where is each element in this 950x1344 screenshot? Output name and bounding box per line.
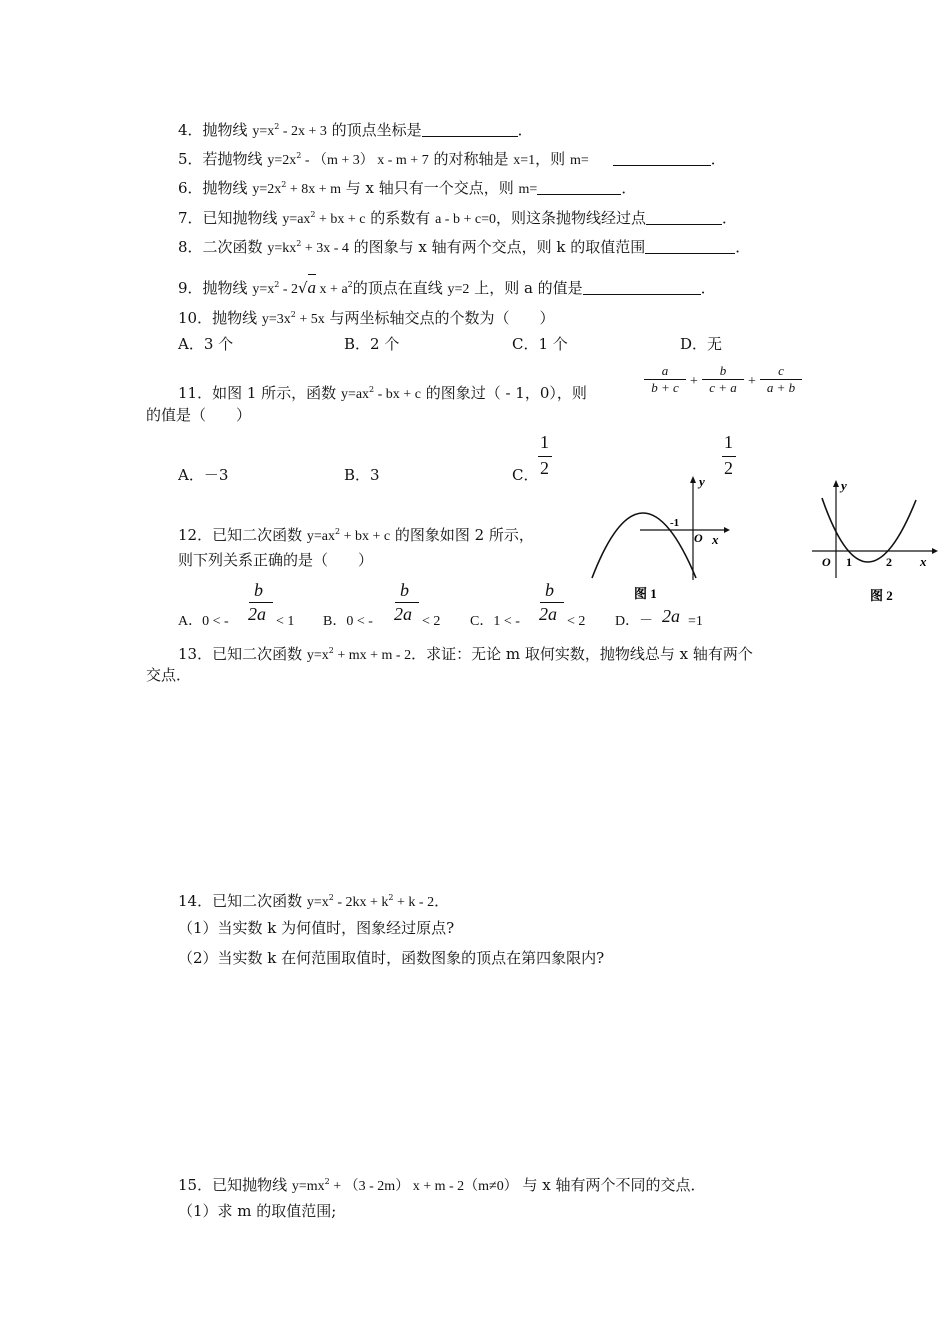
fraction-one-half-denominator: 2 [540, 458, 549, 478]
answer-blank[interactable] [583, 280, 701, 295]
option-d-tail: =1 [688, 614, 703, 629]
answer-blank[interactable] [646, 210, 722, 225]
option-a[interactable]: A．0 < - [178, 614, 229, 629]
tick-minus-1: -1 [670, 517, 680, 529]
figure-2 [808, 470, 950, 610]
question-12: 12．已知二次函数 $y=ax^2$ + bx + c 的图象如图 2 所示， [178, 526, 534, 544]
question-5: 5．若抛物线 $y=2x^2 - (m + 3)$ x - m + 7 的对称轴是 x=1，则 m= ． [178, 150, 726, 168]
question-13-line-2: 交点． [146, 666, 192, 684]
question-14-part-1: （1）当实数 k 为何值时，图象经过原点? [178, 919, 455, 937]
fraction-2a-denominator: 2a [539, 604, 557, 624]
y-label: y [699, 474, 705, 489]
answer-blank[interactable] [537, 180, 621, 195]
sqrt-radicand: a [308, 278, 317, 298]
answer-blank[interactable] [613, 151, 711, 166]
figure-1 [586, 470, 736, 610]
fraction-a-over-b-plus-c: a b + c [644, 364, 686, 395]
option-d[interactable]: D．无 [680, 335, 723, 353]
fraction-2a-denominator: 2a [662, 606, 680, 626]
option-a[interactable]: A．3 个 [178, 335, 234, 353]
question-9: 9．抛物线 $y=x^2 - 2√$ a $x + a^2$的顶点在直线 y=2 上，则 a 的值是 ． [178, 275, 716, 300]
origin-label: O [822, 555, 831, 569]
fraction-one-half-numerator-d: 1 [724, 432, 733, 452]
question-14-part-2: （2）当实数 k 在何范围取值时，函数图象的顶点在第四象限内? [178, 949, 605, 967]
plus-sign: + [690, 374, 698, 389]
origin-label: O [694, 531, 703, 545]
fraction-b-over-c-plus-a: b c + a [702, 364, 744, 395]
option-a[interactable]: A．－3 [178, 466, 229, 484]
fraction-b-numerator: b [545, 580, 554, 600]
fraction-bar [722, 456, 736, 457]
y-label: y [841, 478, 847, 493]
parabola-curve [592, 513, 696, 578]
option-c[interactable]: C． [512, 466, 539, 484]
fraction-b-numerator: b [254, 580, 263, 600]
fraction-bar [395, 602, 419, 603]
option-b[interactable]: B．0 < - [323, 614, 373, 629]
fraction-bar [249, 602, 273, 603]
question-11: 11．如图 1 所示，函数 $y=ax^2$ - bx + c 的图象过（ - 1，0），则 [178, 384, 587, 402]
option-d-clipped[interactable]: 2 [724, 458, 733, 478]
x-label: x [712, 532, 719, 547]
question-8: 8．二次函数 $y=kx^2 + 3x - 4$ 的图象与 x 轴有两个交点，则 k 的取值范围 ． [178, 238, 751, 256]
option-d[interactable]: D．－ [615, 614, 654, 629]
figure-1-caption: 图 1 [634, 586, 657, 601]
option-c[interactable]: C．1 < - [470, 614, 520, 629]
option-b[interactable]: B．2 个 [344, 335, 400, 353]
question-13: 13．已知二次函数 $y=x^2$ + mx + m - 2．求证：无论 m 取何实数，抛物线总与 x 轴有两个 [178, 645, 753, 663]
fraction-bar [540, 602, 564, 603]
figure-2-caption: 图 2 [870, 588, 893, 603]
question-4: 4．抛物线 $y=x^2 - 2x + 3$ 的顶点坐标是 ． [178, 121, 533, 139]
question-12-line-2: 则下列关系正确的是（ ） [178, 551, 374, 569]
fraction-bar [538, 456, 552, 457]
fraction-2a-denominator: 2a [248, 604, 266, 624]
question-15: 15．已知抛物线 $y=mx^2 + (3 - 2m) x + m - 2(m\ne 0)$ 与 x 轴有两个不同的交点． [178, 1176, 706, 1194]
question-7: 7．已知抛物线 $y=ax^2$ + bx + c 的系数有 a - b + c=0，则这条抛物线经过点 ． [178, 209, 737, 227]
question-14: 14．已知二次函数 $y=x^2 - 2kx + k^2 + k - 2$． [178, 892, 450, 910]
option-b-tail: < 2 [422, 614, 441, 629]
x-label: x [920, 554, 927, 569]
sqrt-sign: √ [297, 279, 308, 297]
fraction-one-half-numerator: 1 [540, 432, 549, 452]
tick-1: 1 [846, 555, 852, 569]
option-c[interactable]: C．1 个 [512, 335, 568, 353]
answer-blank[interactable] [645, 239, 735, 254]
tick-2: 2 [886, 555, 892, 569]
fraction-2a-denominator: 2a [394, 604, 412, 624]
option-c-tail: < 2 [567, 614, 586, 629]
option-a-tail: < 1 [276, 614, 295, 629]
question-11-line-2: 的值是（ ） [146, 406, 252, 424]
fraction-b-numerator: b [400, 580, 409, 600]
question-10: 10．抛物线 $y=3x^2 + 5x$ 与两坐标轴交点的个数为（ ） [178, 309, 555, 327]
question-15-part-1: （1）求 m 的取值范围; [178, 1202, 337, 1220]
option-b[interactable]: B．3 [344, 466, 380, 484]
plus-sign: + [748, 374, 756, 389]
answer-blank[interactable] [422, 122, 518, 137]
fraction-c-over-a-plus-b: c a + b [760, 364, 802, 395]
question-6: 6．抛物线 $y=2x^2 + 8x + m$ 与 x 轴只有一个交点，则 m= ． [178, 179, 637, 197]
